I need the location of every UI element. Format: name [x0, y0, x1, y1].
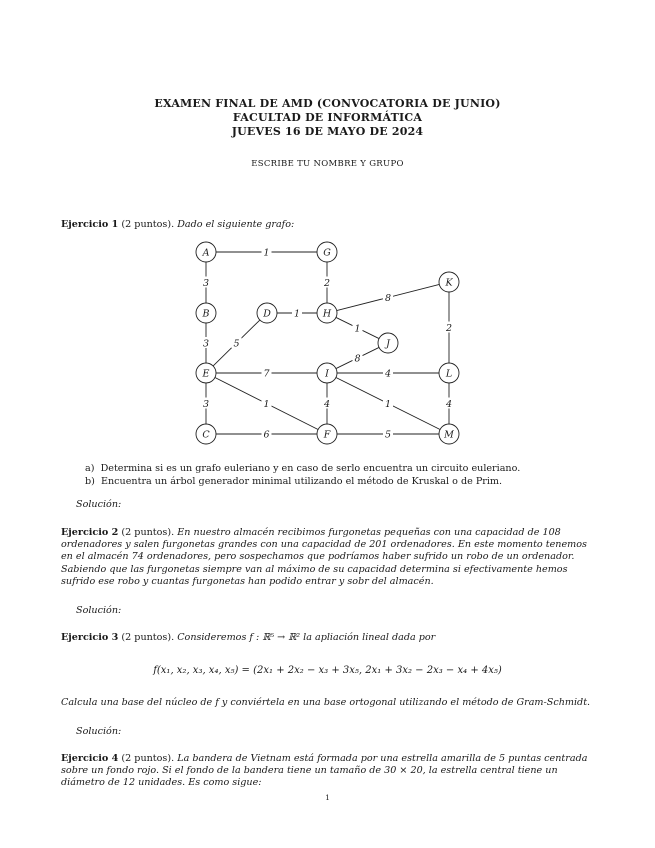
exercise-1-text: Dado el siguiente grafo: [177, 219, 295, 230]
exercise-2-solution: Solución: [76, 605, 122, 616]
edge-weight-B-E: 3 [202, 338, 210, 350]
edge-weight-F-M: 5 [384, 429, 392, 441]
edge-weight-D-H: 1 [293, 308, 301, 320]
edge-weight-K-L: 2 [445, 323, 453, 334]
graph-node-label-D: D [263, 308, 271, 320]
edge-weight-E-I: 7 [263, 368, 270, 380]
edge-weight-L-M: 4 [445, 399, 453, 410]
edge-weight-A-B: 3 [202, 278, 210, 289]
item-a-text: Determina si es un grafo euleriano y en caso de serlo encuentra un circuito euleriano. [100, 463, 521, 474]
exercise-4-text: La bandera de Vietnam está formada por una estrella amarilla de 5 puntas centrada sobre un fondo rojo. Si el fondo de la bandera tiene un tamaño de 30 × 20, la estrella central tiene un diámetro de 12 unidades. Es como sigue: [61, 753, 588, 789]
edge-weight-H-J: 1 [354, 323, 361, 335]
exercise-2-text: En nuestro almacén recibimos furgonetas pequeñas con una capacidad de 108 ordenadores y salen furgonetas grandes con una capacidad de 201 ordenadores. En este momento tenemos en el almacén 74 ordenadores, pero sospechamos que podríamos haber sufrido un robo de un ordenador. Sabiendo que las furgonetas siempre van al máximo de su capacidad determina si efectivamente hemos sufrido ese robo y cuantas furgonetas han podido entrar y sobr del almacén. [61, 527, 587, 587]
page-number: 1 [325, 793, 330, 802]
edge-weight-A-G: 1 [263, 247, 270, 259]
exam-date: JUEVES 16 DE MAYO DE 2024 [231, 125, 424, 138]
exam-title: EXAMEN FINAL DE AMD (CONVOCATORIA DE JUNIO) [154, 97, 501, 110]
graph-node-label-J: J [386, 338, 390, 350]
exercise-2-label: Ejercicio 2 [61, 527, 119, 538]
exercise-4-label: Ejercicio 4 [61, 753, 119, 764]
graph-node-label-C: C [202, 429, 210, 441]
edge-weight-I-L: 4 [384, 368, 392, 380]
exercise-4-points: (2 puntos). [121, 753, 175, 764]
edge-weight-C-F: 6 [263, 429, 270, 441]
edge-weight-J-I: 8 [354, 353, 361, 365]
exercise-1-solution: Solución: [76, 499, 122, 510]
edge-weight-G-H: 2 [323, 278, 331, 289]
item-a-letter: a) [85, 463, 95, 474]
exercise-3-solution: Solución: [76, 726, 122, 737]
exercise-3-text: Consideremos f : ℝ⁵ → ℝ² la apliación lineal dada por [177, 632, 436, 643]
exercise-3-points: (2 puntos). [121, 632, 175, 643]
exercise-2-points: (2 puntos). [121, 527, 175, 538]
exercise-1-label: Ejercicio 1 [61, 219, 119, 230]
item-b-text: Encuentra un árbol generador minimal utilizando el método de Kruskal o de Prim. [101, 476, 503, 487]
graph-node-label-A: A [202, 247, 210, 259]
graph-node-label-H: H [322, 308, 332, 320]
faculty-title: FACULTAD DE INFORMÁTICA [232, 111, 423, 124]
edge-weight-I-M: 1 [384, 399, 392, 410]
graph-node-label-M: M [444, 429, 454, 441]
graph-node-label-L: L [445, 368, 453, 380]
exercise-3-task: Calcula una base del núcleo de f y conviértela en una base ortogonal utilizando el método de Gram-Schmidt. [61, 697, 591, 708]
item-b-letter: b) [85, 476, 95, 487]
graph-node-label-E: E [202, 368, 210, 380]
exercise-4-statement [61, 753, 595, 790]
edge-weight-E-F: 1 [263, 399, 270, 410]
graph-node-label-I: I [325, 368, 329, 380]
exercise-1-points: (2 puntos). [121, 219, 175, 230]
edge-weight-H-K: 8 [384, 293, 392, 304]
exercise-3-equation: f(x₁, x₂, x₃, x₄, x₅) = (2x₁ + 2x₂ − x₃ + 3x₅, 2x₁ + 3x₂ − 2x₃ − x₄ + 4x₅) [153, 665, 502, 676]
exercise-1-item-a [85, 463, 520, 474]
name-prompt: ESCRIBE TU NOMBRE Y GRUPO [251, 159, 404, 169]
edge-weight-D-E: 5 [233, 338, 240, 350]
exercise-3-statement [61, 632, 595, 644]
graph-node-label-B: B [202, 308, 210, 320]
exercise-1-item-b [85, 476, 502, 487]
graph-node-label-K: K [445, 277, 453, 289]
exercise-3-label: Ejercicio 3 [61, 632, 119, 643]
graph-node-label-F: F [323, 429, 331, 441]
exercise-2-statement [61, 527, 595, 588]
edge-weight-I-F: 4 [323, 399, 331, 410]
graph-node-label-G: G [323, 247, 331, 259]
edge-weight-E-C: 3 [202, 399, 210, 410]
